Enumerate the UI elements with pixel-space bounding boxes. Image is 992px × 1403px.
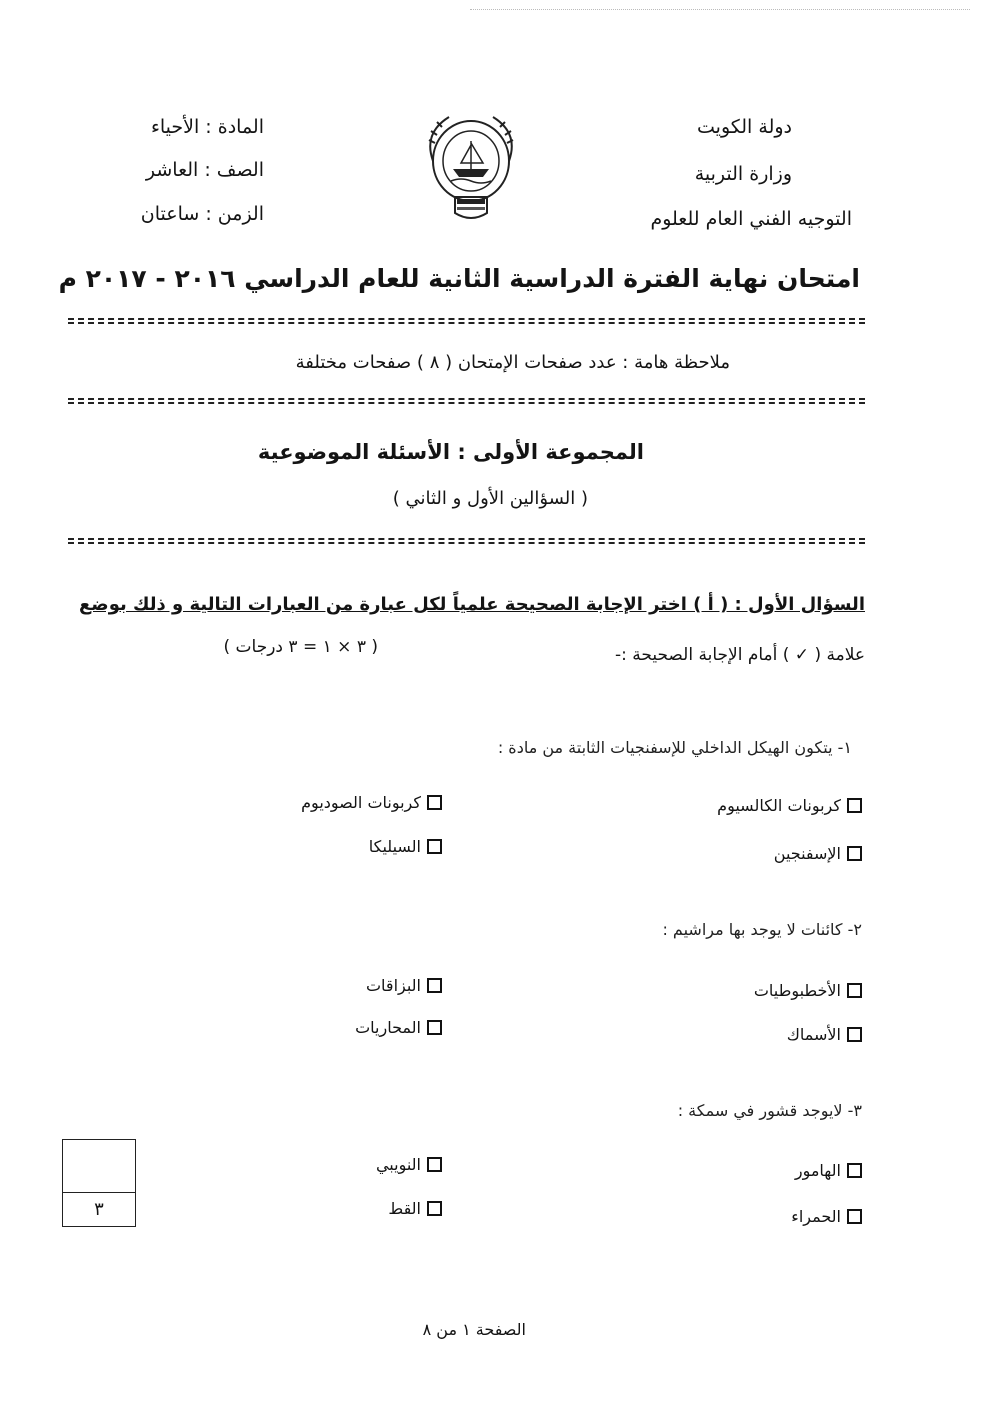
option-label: السيليكا [368, 837, 421, 856]
item1-option-b[interactable] [301, 793, 442, 812]
option-label: الحمراء [791, 1207, 841, 1226]
item2-option-c[interactable] [787, 1025, 862, 1044]
question1-heading: السؤال الأول : ( أ ) اختر الإجابة الصحيحة علمياً لكل عبارة من العبارات التالية و ذلك بوضع [79, 594, 865, 615]
duration-label: الزمن : ساعتان [140, 203, 264, 225]
item1-option-a[interactable] [717, 796, 862, 815]
item3-option-d[interactable] [388, 1199, 442, 1218]
checkbox[interactable] [847, 1209, 862, 1224]
item3-option-a[interactable] [795, 1161, 862, 1180]
checkbox[interactable] [427, 795, 442, 810]
option-label: الأسماك [786, 1025, 841, 1044]
country-name: دولة الكويت [697, 116, 792, 138]
page-number: الصفحة ١ من ٨ [422, 1320, 526, 1339]
score-box-total: ٣ [94, 1199, 104, 1220]
scan-artifact-line [470, 9, 970, 10]
group-subtitle: ( السؤالين الأول و الثاني ) [392, 488, 588, 509]
checkbox[interactable] [847, 983, 862, 998]
question1-instruction: علامة ( ✓ ) أمام الإجابة الصحيحة :- [614, 645, 865, 665]
checkbox[interactable] [847, 1163, 862, 1178]
option-label: الإسفنجين [773, 844, 841, 863]
item2-option-d[interactable] [355, 1018, 442, 1037]
checkbox[interactable] [427, 1020, 442, 1035]
ministry-name: وزارة التربية [694, 163, 792, 185]
option-label: المحاريات [355, 1018, 421, 1037]
item2-stem: ٢- كائنات لا يوجد بها مراشيم : [662, 920, 862, 939]
important-note: ملاحظة هامة : عدد صفحات الإمتحان ( ٨ ) صفحات مختلفة [295, 352, 730, 373]
option-label: كربونات الكالسيوم [717, 796, 841, 815]
checkbox[interactable] [847, 1027, 862, 1042]
divider [68, 538, 865, 544]
option-label: الهامور [794, 1161, 841, 1180]
checkbox[interactable] [847, 798, 862, 813]
option-label: البزاقات [365, 976, 421, 995]
checkbox[interactable] [427, 1201, 442, 1216]
item2-option-b[interactable] [366, 976, 442, 995]
option-label: كربونات الصوديوم [301, 793, 421, 812]
group-title: المجموعة الأولى : الأسئلة الموضوعية [257, 440, 644, 464]
option-label: النويبي [375, 1155, 421, 1174]
option-label: الأخطبوطيات [753, 981, 841, 1000]
department-name: التوجيه الفني العام للعلوم [650, 208, 852, 230]
option-label: القط [388, 1199, 421, 1218]
item1-stem: ١- يتكون الهيكل الداخلي للإسفنجيات الثابتة من مادة : [497, 738, 852, 757]
item3-stem: ٣- لايوجد قشور في سمكة : [677, 1101, 862, 1120]
divider [68, 398, 865, 404]
checkbox[interactable] [427, 978, 442, 993]
grade-label: الصف : العاشر [145, 159, 264, 181]
checkbox[interactable] [427, 839, 442, 854]
item2-option-a[interactable] [754, 981, 862, 1000]
score-box [62, 1139, 136, 1227]
item3-option-c[interactable] [791, 1207, 862, 1226]
question1-marks: ( ٣ × ١ = ٣ درجات ) [223, 637, 378, 657]
kuwait-emblem [415, 103, 527, 228]
checkbox[interactable] [847, 846, 862, 861]
subject-label: المادة : الأحياء [150, 116, 264, 138]
score-box-entry[interactable] [63, 1140, 135, 1193]
item1-option-d[interactable] [369, 837, 442, 856]
checkbox[interactable] [427, 1157, 442, 1172]
item1-option-c[interactable] [774, 844, 862, 863]
exam-title: امتحان نهاية الفترة الدراسية الثانية للعام الدراسي ٢٠١٦ - ٢٠١٧ م [58, 264, 860, 293]
item3-option-b[interactable] [376, 1155, 442, 1174]
divider [68, 318, 865, 324]
